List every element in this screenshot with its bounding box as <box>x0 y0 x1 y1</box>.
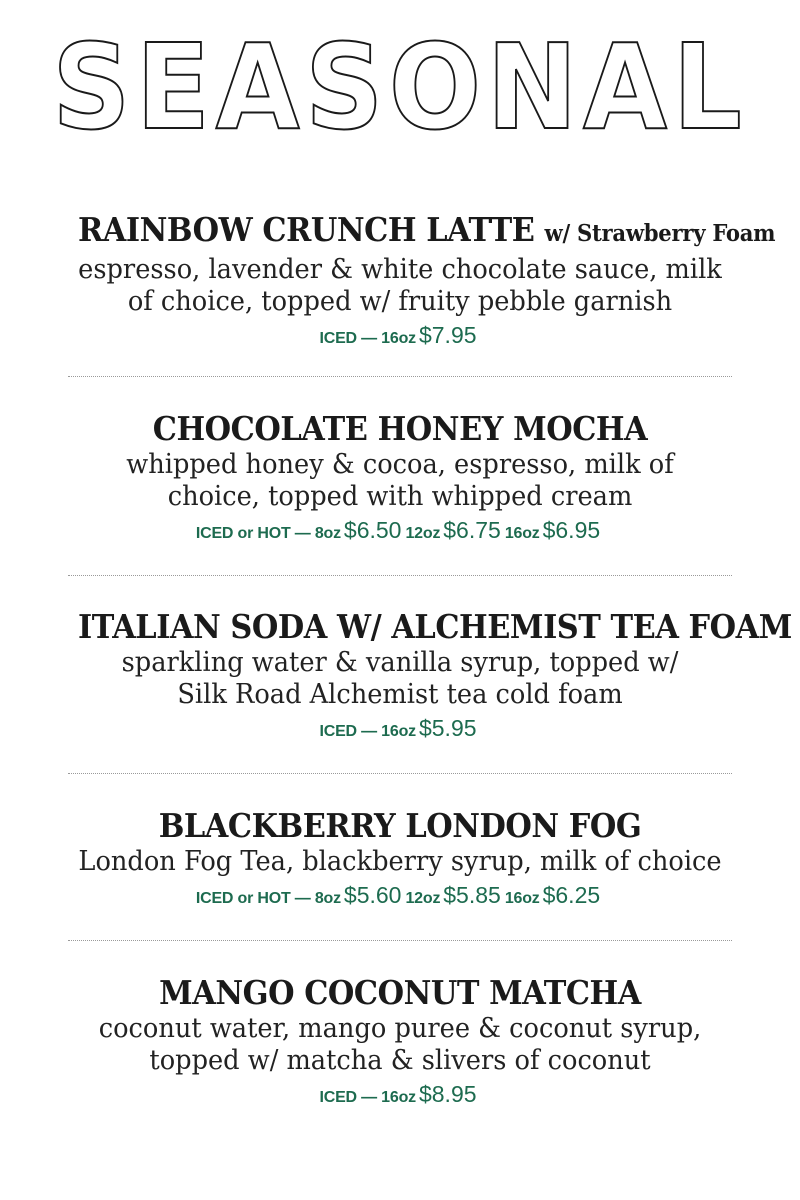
item-description-line: topped w/ matcha & slivers of coconut <box>149 1045 651 1076</box>
item-name-main: CHOCOLATE HONEY MOCHA <box>152 409 648 448</box>
item-description <box>68 254 733 318</box>
item-name <box>78 210 776 254</box>
divider <box>68 376 732 377</box>
title-wrap <box>0 18 800 156</box>
item-description-line: sparkling water & vanilla syrup, topped w/ <box>121 647 679 678</box>
item-description-line: espresso, lavender & white chocolate sauce, milk <box>78 254 722 285</box>
price-label: ICED — 16oz <box>319 723 416 740</box>
menu-item-chocolate-honey-mocha <box>50 409 750 549</box>
divider <box>68 575 732 576</box>
price-size: 12oz <box>405 525 441 542</box>
item-description <box>68 1013 733 1077</box>
price-amount: $6.50 <box>343 517 402 543</box>
price-amount: $5.95 <box>418 715 477 741</box>
item-description-line: coconut water, mango puree & coconut syrup, <box>98 1013 702 1044</box>
price-label: ICED — 16oz <box>319 330 416 347</box>
menu-item-italian-soda <box>50 607 792 747</box>
item-price <box>50 880 750 914</box>
price-amount: $6.25 <box>542 882 601 908</box>
menu-item-blackberry-london-fog <box>50 806 750 914</box>
item-description <box>68 449 733 513</box>
price-amount: $7.95 <box>418 322 477 348</box>
item-description <box>68 846 733 878</box>
price-label: ICED or HOT — 8oz <box>195 890 341 907</box>
item-name-main: MANGO COCONUT MATCHA <box>159 973 641 1012</box>
item-price <box>50 515 750 549</box>
price-amount: $5.85 <box>443 882 501 908</box>
item-name <box>78 607 792 647</box>
item-price <box>50 713 750 747</box>
price-size: 16oz <box>504 890 540 907</box>
item-description-line: choice, topped with whipped cream <box>167 481 633 512</box>
price-label: ICED — 16oz <box>319 1089 416 1106</box>
menu-title: SEASONAL <box>52 18 748 156</box>
item-price <box>50 320 750 354</box>
price-label: ICED or HOT — 8oz <box>195 525 341 542</box>
item-price <box>50 1079 750 1113</box>
item-description-line: Silk Road Alchemist tea cold foam <box>177 679 623 710</box>
item-name <box>78 973 722 1013</box>
price-amount: $5.60 <box>343 882 402 908</box>
item-description <box>68 647 733 711</box>
item-name-main: RAINBOW CRUNCH LATTE <box>78 210 535 249</box>
menu-item-rainbow-crunch-latte <box>50 210 776 354</box>
item-description-line: whipped honey & cocoa, espresso, milk of <box>126 449 674 480</box>
divider <box>68 940 732 941</box>
price-size: 16oz <box>504 525 540 542</box>
item-name-main: ITALIAN SODA W/ ALCHEMIST TEA FOAM <box>78 607 792 646</box>
price-amount: $6.95 <box>542 517 601 543</box>
price-size: 12oz <box>405 890 441 907</box>
item-name-sub: w/ Strawberry Foam <box>544 220 776 247</box>
divider <box>68 773 732 774</box>
menu-item-mango-coconut-matcha <box>50 973 750 1113</box>
item-name <box>78 806 722 846</box>
item-name-main: BLACKBERRY LONDON FOG <box>158 806 642 845</box>
item-description-line: of choice, topped w/ fruity pebble garnish <box>127 286 673 317</box>
price-amount: $6.75 <box>443 517 501 543</box>
item-description-line: London Fog Tea, blackberry syrup, milk of choice <box>78 846 722 877</box>
item-name <box>78 409 722 449</box>
price-amount: $8.95 <box>418 1081 477 1107</box>
